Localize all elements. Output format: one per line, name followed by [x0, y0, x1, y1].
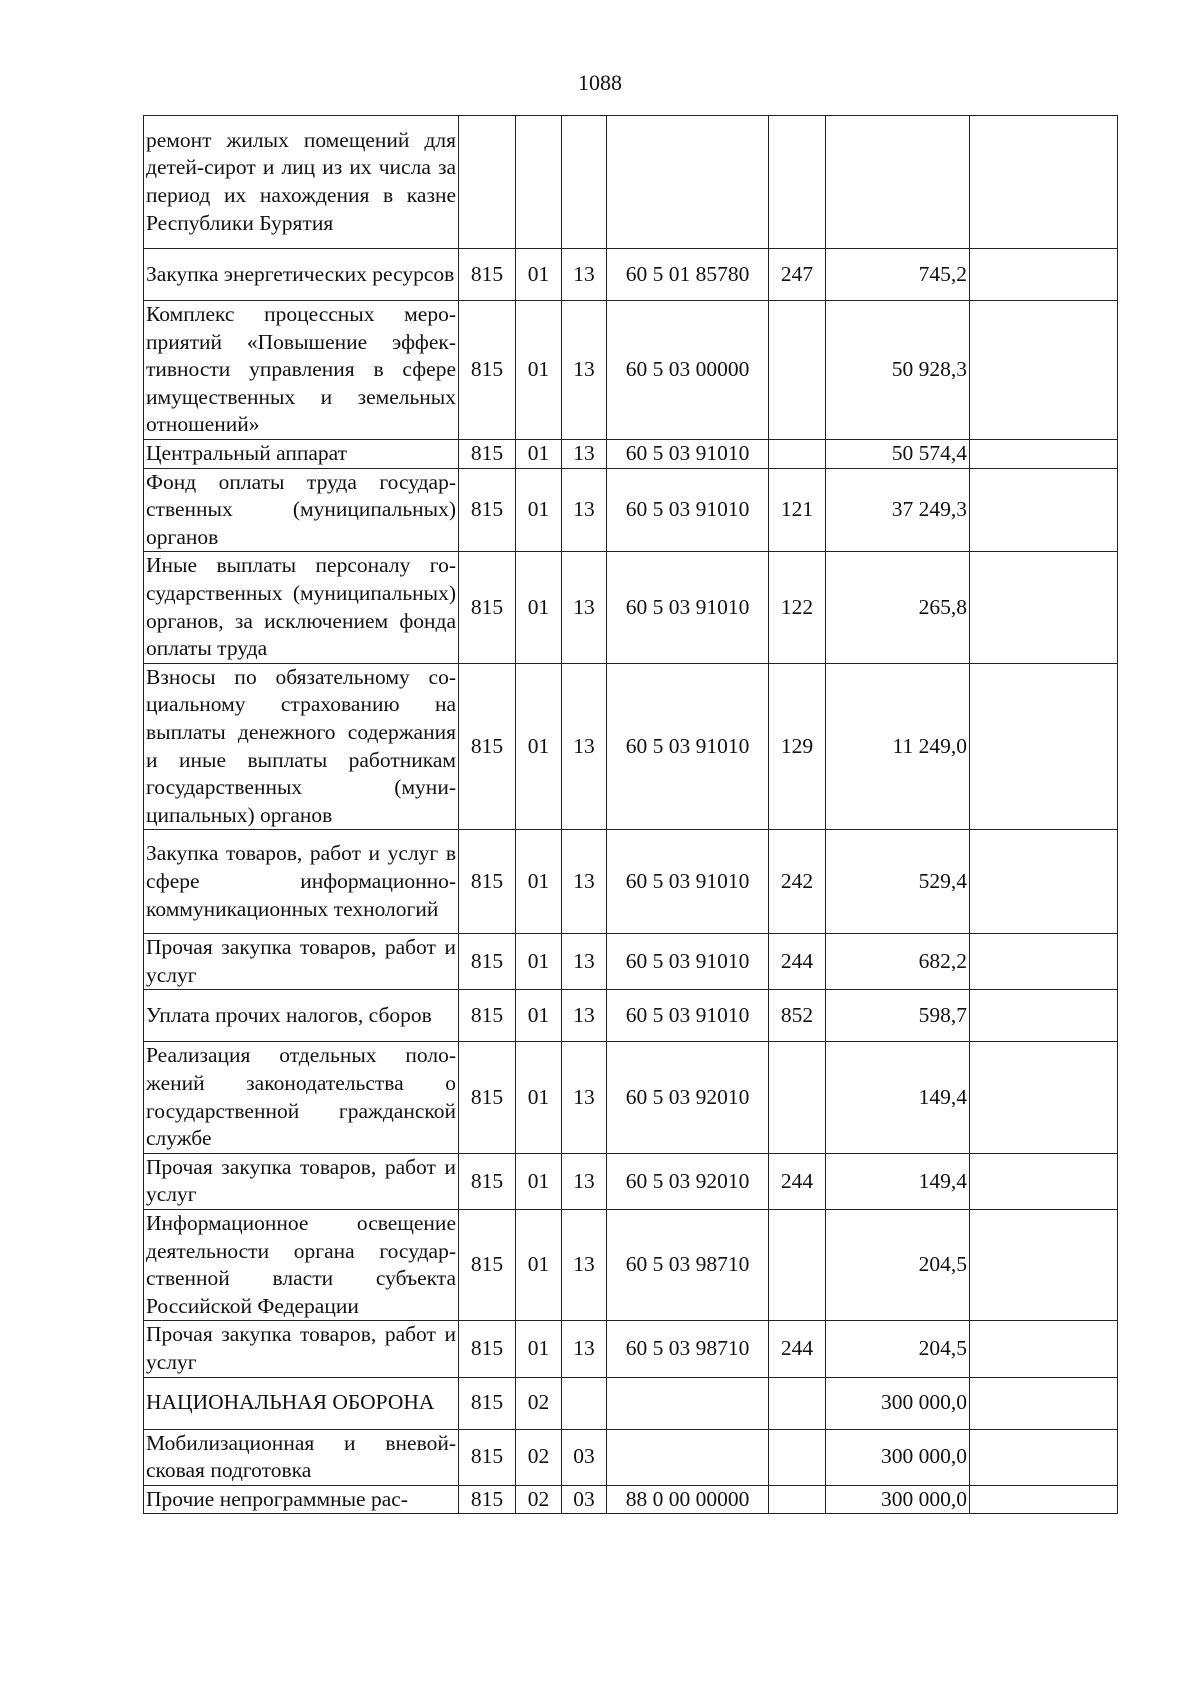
target-article-cell: 60 5 03 92010 [607, 1153, 769, 1209]
section-code-cell: 02 [516, 1485, 562, 1514]
expense-type-cell [769, 1485, 826, 1514]
target-article-cell: 60 5 03 91010 [607, 934, 769, 990]
extra-cell [970, 301, 1118, 440]
ministry-code-cell: 815 [459, 934, 516, 990]
target-article-cell: 60 5 03 92010 [607, 1042, 769, 1153]
amount-cell: 265,8 [826, 552, 970, 663]
expense-type-cell [769, 1042, 826, 1153]
target-article-cell [607, 1377, 769, 1429]
amount-cell: 11 249,0 [826, 663, 970, 830]
expense-type-cell: 122 [769, 552, 826, 663]
table-row [144, 1321, 1118, 1377]
extra-cell [970, 552, 1118, 663]
amount-cell: 50 928,3 [826, 301, 970, 440]
ministry-code-cell: 815 [459, 663, 516, 830]
target-article-cell [607, 1429, 769, 1485]
section-code-cell: 02 [516, 1429, 562, 1485]
table-row [144, 1210, 1118, 1321]
amount-cell: 598,7 [826, 990, 970, 1042]
expense-type-cell: 121 [769, 468, 826, 552]
table-row [144, 830, 1118, 934]
description-cell: ремонт жилых помещений для детей-сирот и лиц из их числа за период их нахождения в казне Республики Бурятия [144, 116, 459, 249]
target-article-cell: 60 5 03 91010 [607, 439, 769, 468]
page-number: 1088 [578, 70, 622, 95]
subsection-code-cell: 13 [562, 552, 607, 663]
subsection-code-cell: 03 [562, 1485, 607, 1514]
subsection-code-cell: 13 [562, 990, 607, 1042]
description-cell: Центральный аппарат [144, 439, 459, 468]
description-cell: Взносы по обязательному социальному страхованию на выплаты денежного содержания и иные выплаты работникам государственных (муниципальных) органов [144, 663, 459, 830]
extra-cell [970, 1377, 1118, 1429]
amount-cell: 204,5 [826, 1321, 970, 1377]
table-row [144, 663, 1118, 830]
subsection-code-cell: 13 [562, 249, 607, 301]
description-cell: Фонд оплаты труда государственных (муниципальных) органов [144, 468, 459, 552]
section-code-cell: 01 [516, 990, 562, 1042]
extra-cell [970, 116, 1118, 249]
table-row [144, 1377, 1118, 1429]
extra-cell [970, 934, 1118, 990]
extra-cell [970, 1042, 1118, 1153]
subsection-code-cell [562, 1377, 607, 1429]
subsection-code-cell: 13 [562, 830, 607, 934]
subsection-code-cell: 13 [562, 663, 607, 830]
amount-cell: 745,2 [826, 249, 970, 301]
section-code-cell: 01 [516, 552, 562, 663]
table-row [144, 934, 1118, 990]
description-cell: Уплата прочих налогов, сборов [144, 990, 459, 1042]
description-cell: Мобилизационная и вневойсковая подготовка [144, 1429, 459, 1485]
amount-cell: 37 249,3 [826, 468, 970, 552]
amount-cell [826, 116, 970, 249]
target-article-cell [607, 116, 769, 249]
extra-cell [970, 830, 1118, 934]
description-cell: Прочая закупка товаров, работ и услуг [144, 1153, 459, 1209]
amount-cell: 50 574,4 [826, 439, 970, 468]
description-cell: Прочая закупка товаров, работ и услуг [144, 1321, 459, 1377]
extra-cell [970, 439, 1118, 468]
table-row [144, 468, 1118, 552]
amount-cell: 300 000,0 [826, 1429, 970, 1485]
section-code-cell [516, 116, 562, 249]
ministry-code-cell: 815 [459, 1377, 516, 1429]
subsection-code-cell: 13 [562, 934, 607, 990]
ministry-code-cell: 815 [459, 1429, 516, 1485]
target-article-cell: 60 5 03 91010 [607, 830, 769, 934]
expense-type-cell [769, 301, 826, 440]
description-cell: Прочие непрограммные рас- [144, 1485, 459, 1514]
description-cell: Прочая закупка товаров, работ и услуг [144, 934, 459, 990]
ministry-code-cell: 815 [459, 1042, 516, 1153]
expense-type-cell: 852 [769, 990, 826, 1042]
expense-type-cell: 242 [769, 830, 826, 934]
subsection-code-cell: 03 [562, 1429, 607, 1485]
expense-type-cell: 244 [769, 1321, 826, 1377]
section-code-cell: 01 [516, 439, 562, 468]
target-article-cell: 60 5 03 98710 [607, 1321, 769, 1377]
section-code-cell: 01 [516, 249, 562, 301]
subsection-code-cell: 13 [562, 1321, 607, 1377]
expense-type-cell [769, 439, 826, 468]
ministry-code-cell: 815 [459, 1321, 516, 1377]
target-article-cell: 88 0 00 00000 [607, 1485, 769, 1514]
description-cell: Закупка энергетических ресурсов [144, 249, 459, 301]
subsection-code-cell [562, 116, 607, 249]
section-code-cell: 01 [516, 934, 562, 990]
amount-cell: 149,4 [826, 1153, 970, 1209]
table-row [144, 552, 1118, 663]
section-code-cell: 02 [516, 1377, 562, 1429]
ministry-code-cell [459, 116, 516, 249]
target-article-cell: 60 5 03 91010 [607, 990, 769, 1042]
ministry-code-cell: 815 [459, 552, 516, 663]
ministry-code-cell: 815 [459, 249, 516, 301]
subsection-code-cell: 13 [562, 1210, 607, 1321]
table-row [144, 1429, 1118, 1485]
section-code-cell: 01 [516, 830, 562, 934]
ministry-code-cell: 815 [459, 468, 516, 552]
amount-cell: 300 000,0 [826, 1485, 970, 1514]
extra-cell [970, 1321, 1118, 1377]
section-code-cell: 01 [516, 301, 562, 440]
ministry-code-cell: 815 [459, 1153, 516, 1209]
budget-table [143, 115, 1118, 1514]
description-cell: Закупка товаров, работ и услуг в сфере информационно-коммуникационных технологий [144, 830, 459, 934]
table-body [144, 116, 1118, 1514]
extra-cell [970, 663, 1118, 830]
target-article-cell: 60 5 03 00000 [607, 301, 769, 440]
table-row [144, 1153, 1118, 1209]
expense-type-cell [769, 1429, 826, 1485]
extra-cell [970, 1485, 1118, 1514]
description-cell: Иные выплаты персоналу государственных (муниципальных) органов, за исключением фонда оплаты труда [144, 552, 459, 663]
subsection-code-cell: 13 [562, 1153, 607, 1209]
amount-cell: 149,4 [826, 1042, 970, 1153]
table-row [144, 116, 1118, 249]
section-code-cell: 01 [516, 1321, 562, 1377]
target-article-cell: 60 5 01 85780 [607, 249, 769, 301]
table-row [144, 439, 1118, 468]
subsection-code-cell: 13 [562, 301, 607, 440]
expense-type-cell: 129 [769, 663, 826, 830]
extra-cell [970, 1210, 1118, 1321]
section-code-cell: 01 [516, 1210, 562, 1321]
description-cell: Реализация отдельных положений законодательства о государственной гражданской службе [144, 1042, 459, 1153]
table-row [144, 301, 1118, 440]
section-code-cell: 01 [516, 663, 562, 830]
extra-cell [970, 249, 1118, 301]
table-row [144, 249, 1118, 301]
target-article-cell: 60 5 03 91010 [607, 468, 769, 552]
expense-type-cell: 244 [769, 934, 826, 990]
amount-cell: 204,5 [826, 1210, 970, 1321]
table-row [144, 1042, 1118, 1153]
description-cell: Информационное освещение деятельности органа государственной власти субъекта Российской Федерации [144, 1210, 459, 1321]
ministry-code-cell: 815 [459, 1485, 516, 1514]
section-code-cell: 01 [516, 1042, 562, 1153]
subsection-code-cell: 13 [562, 439, 607, 468]
table-row [144, 1485, 1118, 1514]
ministry-code-cell: 815 [459, 830, 516, 934]
expense-type-cell [769, 1377, 826, 1429]
subsection-code-cell: 13 [562, 1042, 607, 1153]
description-cell: Комплекс процессных мероприятий «Повышение эффективности управления в сфере имущественных и земельных отношений» [144, 301, 459, 440]
expense-type-cell [769, 116, 826, 249]
section-code-cell: 01 [516, 468, 562, 552]
extra-cell [970, 468, 1118, 552]
description-cell: НАЦИОНАЛЬНАЯ ОБОРОНА [144, 1377, 459, 1429]
extra-cell [970, 1429, 1118, 1485]
expense-type-cell [769, 1210, 826, 1321]
extra-cell [970, 1153, 1118, 1209]
expense-type-cell: 244 [769, 1153, 826, 1209]
table-row [144, 990, 1118, 1042]
target-article-cell: 60 5 03 91010 [607, 552, 769, 663]
ministry-code-cell: 815 [459, 990, 516, 1042]
section-code-cell: 01 [516, 1153, 562, 1209]
extra-cell [970, 990, 1118, 1042]
ministry-code-cell: 815 [459, 439, 516, 468]
amount-cell: 300 000,0 [826, 1377, 970, 1429]
amount-cell: 529,4 [826, 830, 970, 934]
subsection-code-cell: 13 [562, 468, 607, 552]
target-article-cell: 60 5 03 91010 [607, 663, 769, 830]
target-article-cell: 60 5 03 98710 [607, 1210, 769, 1321]
amount-cell: 682,2 [826, 934, 970, 990]
expense-type-cell: 247 [769, 249, 826, 301]
ministry-code-cell: 815 [459, 301, 516, 440]
ministry-code-cell: 815 [459, 1210, 516, 1321]
